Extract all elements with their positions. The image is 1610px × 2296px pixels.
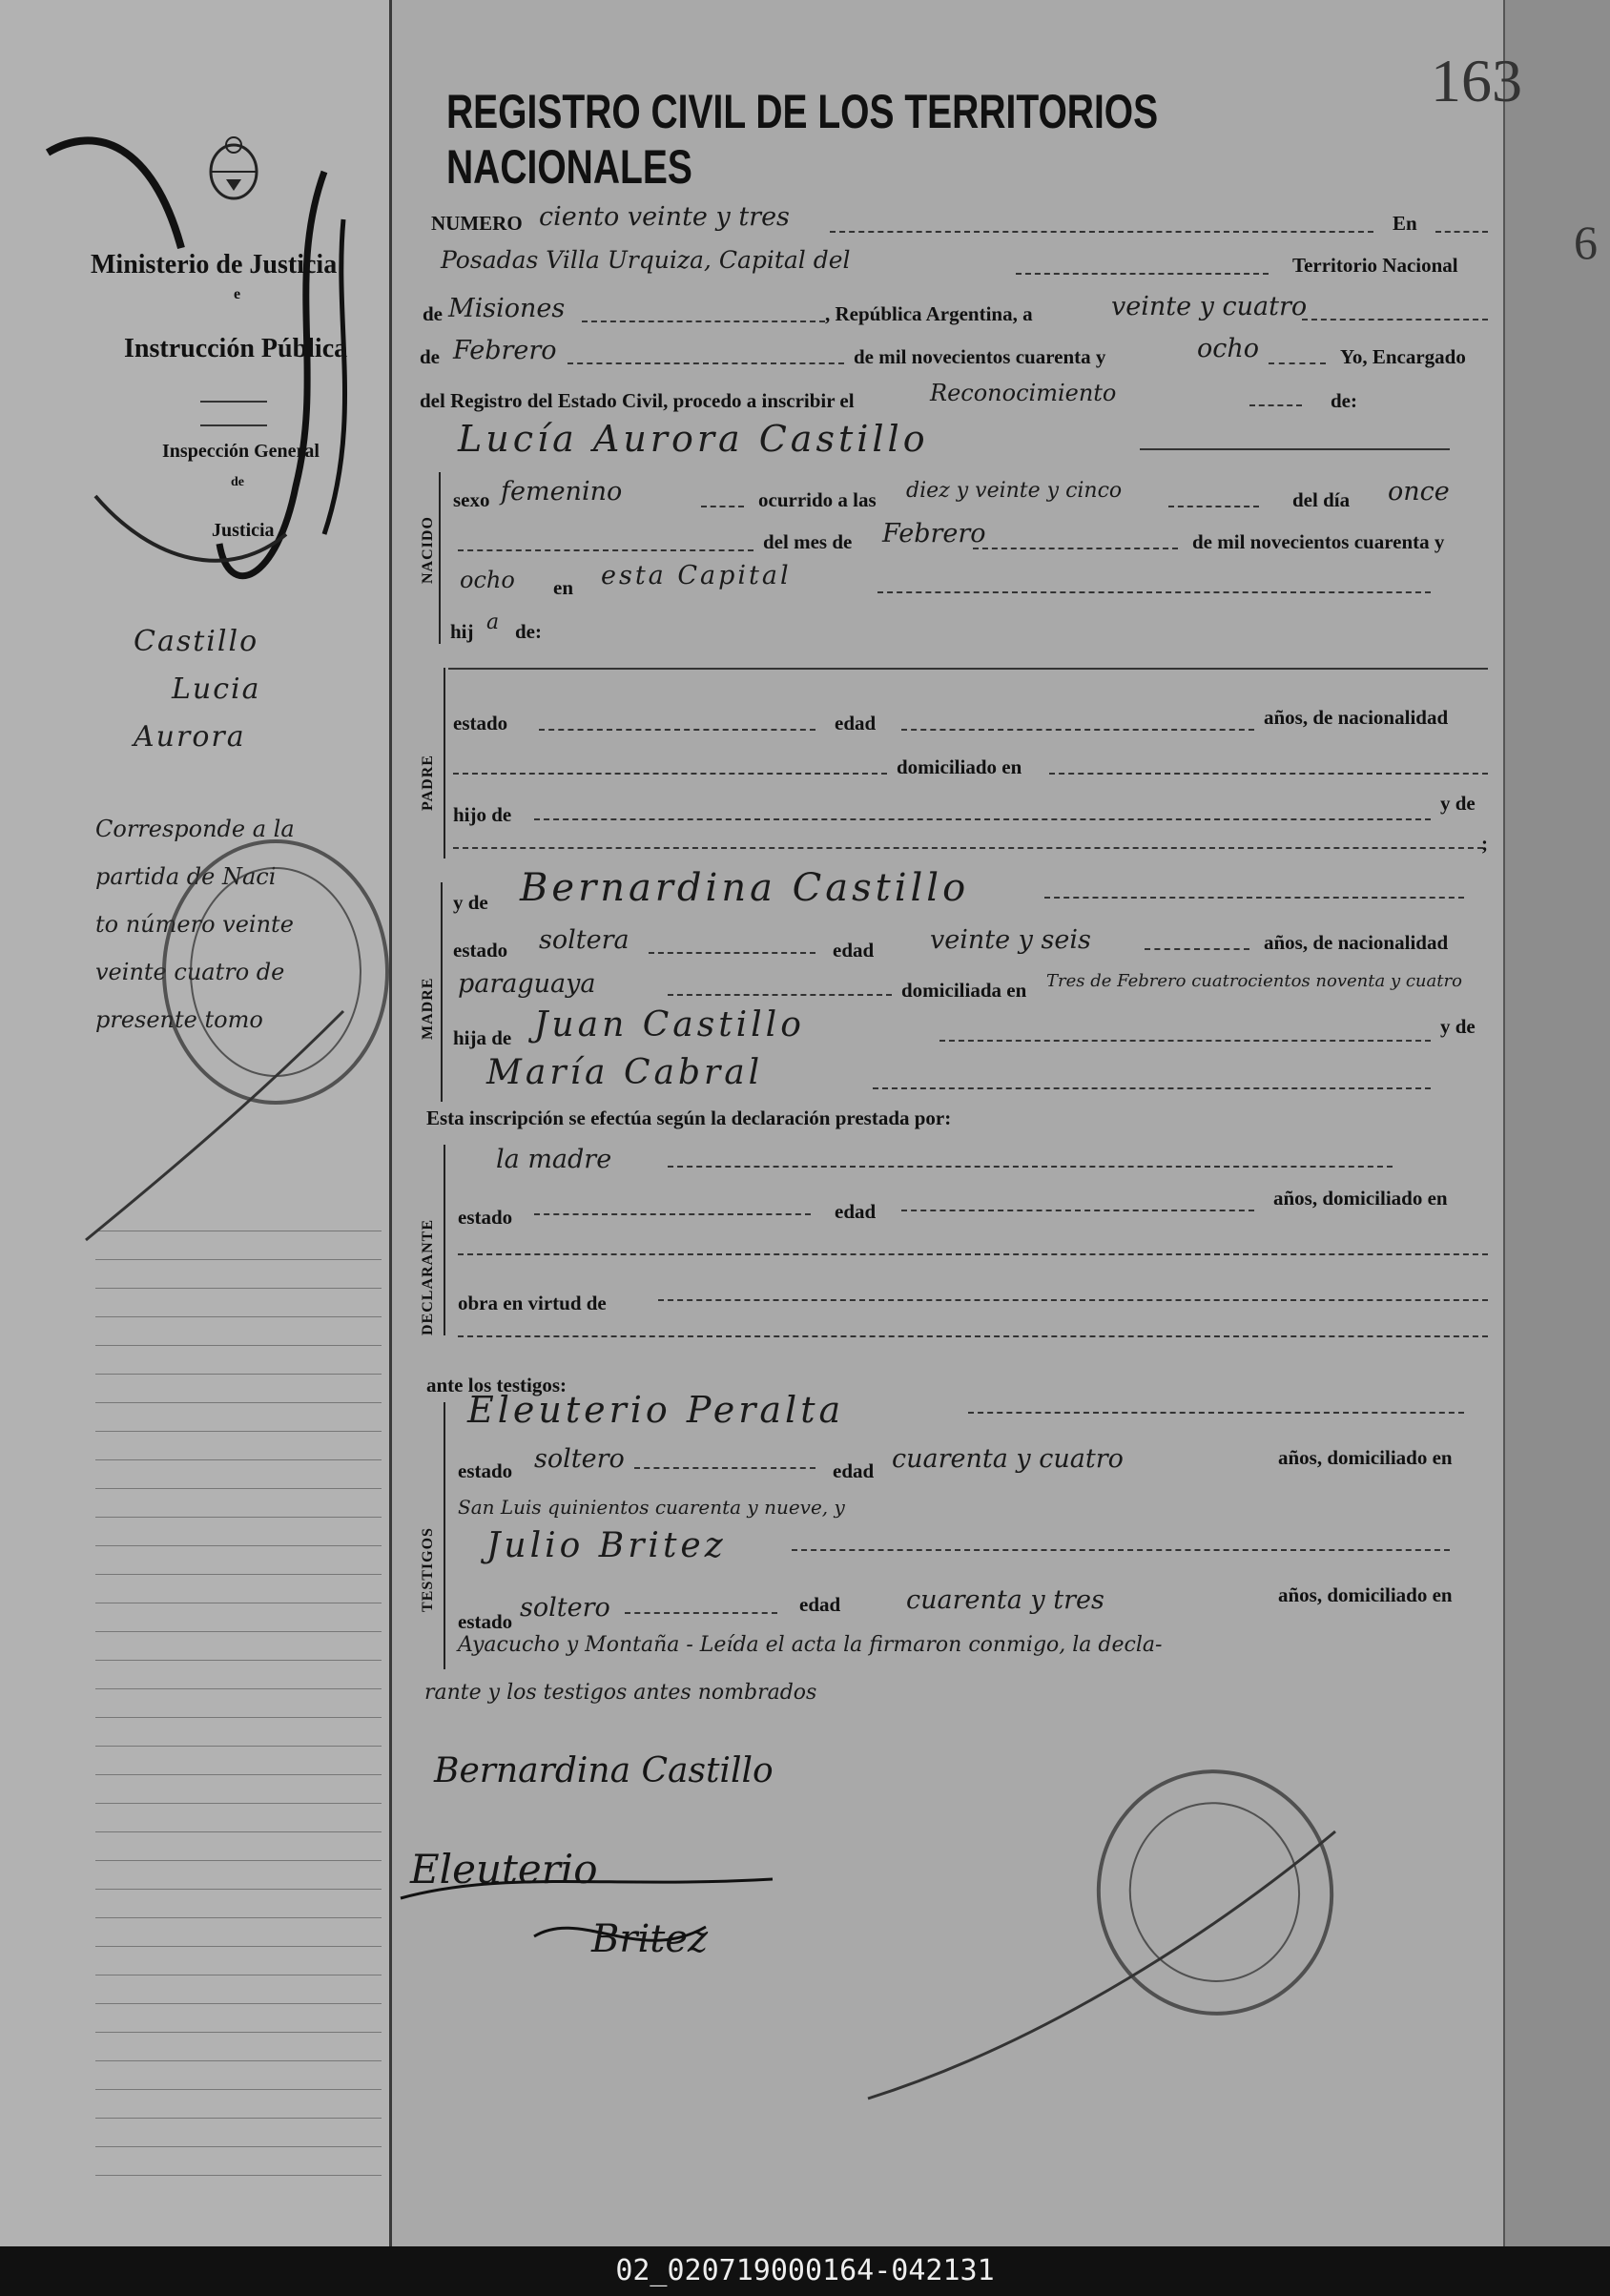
label-sexo: sexo [453, 488, 490, 511]
value-madre-mother: María Cabral [486, 1053, 764, 1092]
label-inscripcion: Esta inscripción se efectúa según la declaración prestada por: [426, 1107, 952, 1129]
side-label-testigos: TESTIGOS [420, 1527, 436, 1612]
label-testigo-estado-2: estado [458, 1610, 513, 1633]
margin-annotation-1: Corresponde a la [95, 816, 295, 842]
folio-edge-number: 6 [1574, 216, 1598, 269]
value-mother-name: Bernardina Castillo [520, 866, 970, 910]
value-testigo-1-edad: cuarenta y cuatro [892, 1444, 1124, 1474]
label-padre-hijo-de: hijo de [453, 803, 512, 826]
left-margin-column [0, 0, 392, 2246]
label-testigo-edad-2: edad [799, 1593, 841, 1616]
value-testigo-1-estado: soltero [534, 1444, 625, 1474]
label-de-colon: de: [1331, 389, 1357, 412]
label-en-2: en [553, 576, 573, 599]
value-birth-day: once [1388, 477, 1450, 507]
side-label-padre: PADRE [420, 755, 436, 811]
label-republica: , República Argentina, a [825, 302, 1033, 325]
label-declarante-edad: edad [835, 1200, 877, 1223]
label-padre-edad: edad [835, 712, 877, 734]
label-madre-domiciliada: domiciliada en [901, 979, 1027, 1002]
value-sexo: femenino [501, 477, 623, 507]
label-birth-year: de mil novecientos cuarenta y [1192, 530, 1445, 553]
value-madre-nationality: paraguaya [458, 969, 596, 999]
signature-flourish-icon [391, 1812, 830, 2003]
margin-first-name: Lucia [172, 672, 261, 706]
stamp-stroke-icon [858, 1812, 1354, 2118]
label-de-1: de [423, 302, 443, 325]
margin-stroke-icon [76, 1002, 362, 1250]
value-testigo-1-name: Eleuterio Peralta [467, 1389, 845, 1431]
image-caption: 02_020719000164-042131 [0, 2246, 1610, 2296]
value-day: veinte y cuatro [1111, 292, 1308, 321]
value-closing-2: rante y los testigos antes nombrados [424, 1681, 817, 1705]
value-declarante: la madre [496, 1145, 612, 1174]
label-testigo-estado: estado [458, 1459, 513, 1482]
inspection-line-1: Inspección General [162, 441, 320, 462]
label-declarante-anos: años, domiciliado en [1273, 1187, 1448, 1210]
label-del-mes: del mes de [763, 530, 853, 553]
value-birth-year: ocho [460, 567, 515, 593]
value-child-name: Lucía Aurora Castillo [458, 418, 929, 460]
label-madre-edad: edad [833, 939, 875, 962]
value-numero: ciento veinte y tres [539, 202, 790, 232]
registry-title: REGISTRO CIVIL DE LOS TERRITORIOS NACIONALES [446, 85, 1159, 194]
value-madre-father: Juan Castillo [534, 1005, 805, 1045]
label-madre-y-de-2: y de [1440, 1015, 1476, 1038]
value-testigo-2-name: Julio Britez [486, 1526, 727, 1565]
signature-declarante: Bernardina Castillo [434, 1751, 774, 1790]
value-hour: diez y veinte y cinco [906, 479, 1123, 503]
value-act: Reconocimiento [930, 380, 1117, 406]
label-de-2: de [420, 345, 440, 368]
label-padre-estado: estado [453, 712, 508, 734]
signature-testigo-2: Britez [591, 1917, 709, 1961]
value-testigo-2-estado: soltero [520, 1593, 610, 1623]
label-testigo-edad: edad [833, 1459, 875, 1482]
margin-annotation-3: to número veinte [95, 911, 294, 938]
label-de-colon-2: de: [515, 620, 542, 643]
value-place: Posadas Villa Urquiza, Capital del [441, 246, 851, 274]
label-padre-domiciliado: domiciliado en [897, 755, 1022, 778]
value-madre-domicile: Tres de Febrero cuatrocientos noventa y cuatro [1046, 971, 1462, 991]
label-declarante-obra: obra en virtud de [458, 1292, 607, 1314]
folio-number: 163 [1431, 47, 1522, 114]
label-madre-y-de: y de [453, 891, 488, 914]
label-territorio: Territorio Nacional [1292, 254, 1458, 277]
margin-middle-name: Aurora [134, 720, 246, 754]
label-hijo: hij [450, 620, 474, 643]
margin-annotation-5: presente tomo [95, 1006, 263, 1033]
label-madre-estado: estado [453, 939, 508, 962]
signature-testigo-1: Eleuterio [410, 1846, 598, 1893]
book-edge [1503, 0, 1610, 2246]
value-birth-place: esta Capital [601, 561, 792, 590]
label-del-dia: del día [1292, 488, 1351, 511]
value-testigo-2-edad: cuarenta y tres [906, 1585, 1104, 1615]
margin-surname: Castillo [134, 625, 259, 658]
value-madre-edad: veinte y seis [930, 925, 1091, 955]
label-testigo-anos-2: años, domiciliado en [1278, 1583, 1453, 1606]
side-label-madre: MADRE [420, 977, 436, 1040]
value-territory: Misiones [448, 294, 566, 323]
label-encargado: Yo, Encargado [1340, 345, 1466, 368]
label-year: de mil novecientos cuarenta y [854, 345, 1106, 368]
value-testigo-1-domicile: San Luis quinientos cuarenta y nueve, y [458, 1496, 845, 1519]
label-numero: NUMERO [431, 212, 523, 235]
label-declarante-estado: estado [458, 1206, 513, 1229]
margin-annotation-2: partida de Naci [95, 863, 277, 890]
value-hijo: a [486, 610, 500, 634]
side-label-nacido: NACIDO [420, 516, 436, 584]
value-closing-1: Ayacucho y Montaña - Leída el acta la firmaron conmigo, la decla- [458, 1633, 1163, 1657]
margin-signature-icon [38, 86, 401, 620]
label-en: En [1393, 212, 1417, 235]
ministry-line-2: e [234, 286, 241, 302]
value-madre-estado: soltera [539, 925, 630, 955]
inspection-line-3: Justicia [212, 520, 275, 541]
label-madre-hija-de: hija de [453, 1026, 512, 1049]
value-birth-month: Febrero [882, 519, 986, 548]
label-testigo-anos: años, domiciliado en [1278, 1446, 1453, 1469]
ministry-line-1: Ministerio de Justicia [91, 250, 338, 279]
label-testigos: ante los testigos: [426, 1374, 567, 1396]
label-padre-y-de: y de [1440, 792, 1476, 815]
label-ocurrido: ocurrido a las [758, 488, 877, 511]
label-madre-anos: años, de nacionalidad [1264, 931, 1449, 954]
ministry-line-3: Instrucción Pública [124, 334, 348, 363]
label-padre-semicolon: ; [1481, 832, 1488, 855]
inspection-line-2: de [231, 475, 244, 489]
side-label-declarante: DECLARANTE [420, 1218, 436, 1335]
value-year: ocho [1197, 334, 1260, 363]
label-registro: del Registro del Estado Civil, procedo a inscribir el [420, 389, 855, 412]
value-month: Febrero [453, 336, 557, 365]
margin-annotation-4: veinte cuatro de [95, 959, 285, 985]
label-padre-anos: años, de nacionalidad [1264, 706, 1449, 729]
